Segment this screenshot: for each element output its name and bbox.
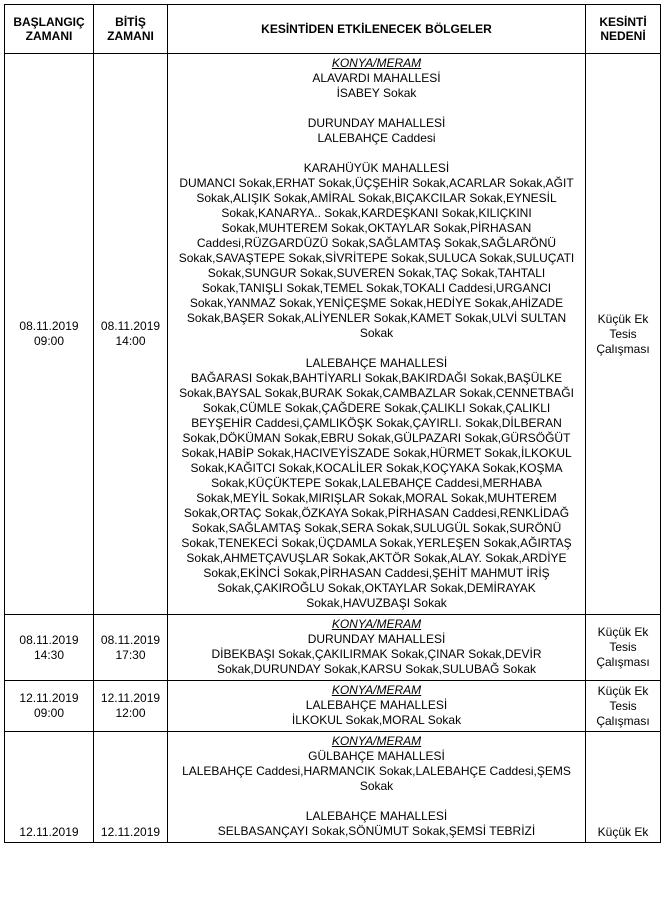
region-line: LALEBAHÇE MAHALLESİ [305, 356, 448, 370]
start-time-cell-line: 14:30 [33, 647, 65, 662]
region-line: KARAHÜYÜK MAHALLESİ [303, 161, 450, 175]
start-time-cell-line: 08.11.2019 [19, 319, 79, 333]
region-line: BAĞARASI Sokak,BAHTİYARLI Sokak,BAKIRDAĞI Sokak,BAŞÜLKE [190, 371, 563, 385]
affected-regions-cell [168, 54, 586, 615]
outage-reason-cell-line: Çalışması [596, 713, 650, 728]
outage-reason-cell-line: Tesis [609, 326, 637, 341]
region-line: İLKOKUL Sokak,MORAL Sokak [291, 713, 462, 727]
start-time-cell [5, 615, 94, 681]
region-line: Sokak,KANARYA.. Sokak,KARDEŞKANI Sokak,KILIÇKINI [221, 206, 532, 220]
outage-reason-cell [586, 681, 661, 732]
header-reason-line1: KESİNTİ [599, 15, 647, 29]
end-time-cell [94, 732, 168, 843]
region-line: Caddesi,RÜZGARDÜZÜ Sokak,SAĞLAMTAŞ Sokak,SAĞLARÖNÜ [196, 236, 557, 250]
outage-reason-cell-line: Çalışması [596, 655, 650, 669]
region-line: Sokak [359, 779, 394, 793]
region-line: LALEBAHÇE Caddesi [317, 131, 436, 145]
outage-reason-cell-line: Küçük Ek [597, 625, 649, 639]
region-line: Sokak,EKİNCİ Sokak,PİRHASAN Caddesi,ŞEHİT MAHMUT İRİŞ [203, 566, 550, 580]
outage-reason-cell-line: Çalışması [596, 341, 650, 356]
table-row [5, 54, 661, 615]
header-reason-line2: NEDENİ [600, 29, 646, 43]
blank-line [174, 146, 579, 161]
start-time-cell-line: 09:00 [33, 706, 65, 720]
outage-reason-cell-line: Küçük Ek [597, 311, 649, 326]
header-end-line2: ZAMANI [107, 29, 154, 43]
region-line: Sokak [359, 326, 394, 340]
region-line: ALAVARDI MAHALLESİ [312, 71, 441, 85]
header-start-time [5, 5, 94, 54]
outage-reason-cell-line: Küçük Ek [597, 683, 649, 698]
region-line: Sokak,KAĞITCI Sokak,KOCALİLER Sokak,KOÇYAKA Sokak,KOŞMA [190, 461, 563, 475]
region-line: DİBEKBAŞI Sokak,ÇAKILIRMAK Sokak,ÇINAR Sokak,DEVİR [211, 647, 542, 661]
region-line: SELBASANÇAYI Sokak,SÖNÜMUT Sokak,ŞEMSİ TEBRİZİ [217, 824, 536, 838]
region-line: Sokak,DURUNDAY Sokak,KARSU Sokak,SULUBAĞ Sokak [216, 662, 536, 676]
start-time-cell-line: 08.11.2019 [19, 632, 79, 647]
region-line: Sokak,HABİP Sokak,HACIVEYİSZADE Sokak,HÜRMET Sokak,İLKOKUL [181, 446, 572, 460]
region-line: Sokak,MEYİL Sokak,MIRIŞLAR Sokak,MORAL Sokak,MUHTEREM [196, 491, 557, 505]
start-time-cell [5, 54, 94, 615]
region-line: İSABEY Sokak [336, 86, 417, 100]
province-district: KONYA/MERAM [331, 617, 422, 631]
end-time-cell-line: 12.11.2019 [100, 691, 161, 705]
end-time-cell-line: 08.11.2019 [100, 632, 161, 647]
outage-reason-cell [586, 54, 661, 615]
region-line: Sokak,SAĞLAMTAŞ Sokak,SERA Sokak,SULUGÜL Sokak,SURÖNÜ [191, 521, 562, 535]
region-line: Sokak,KÜÇÜKTEPE Sokak,LALEBAHÇE Caddesi,MERHABA [211, 476, 542, 490]
region-line: Sokak,SUNGUR Sokak,SUVEREN Sokak,TAÇ Sokak,TAHTALI [207, 266, 546, 280]
region-line: Sokak,ORTAÇ Sokak,ÖZKAYA Sokak,PİRHASAN Caddesi,RENKLİDAĞ [183, 506, 570, 520]
header-row [5, 5, 661, 54]
outage-reason-cell-line: Küçük Ek [597, 825, 649, 839]
region-line: Sokak,TANIŞLI Sokak,TEMEL Sokak,TOKALI Caddesi,URGANCI [201, 281, 552, 295]
region-line: Sokak,SAVAŞTEPE Sokak,SİVRİTEPE Sokak,SULUCA Sokak,SULUÇATI [178, 251, 575, 265]
outage-reason-cell [586, 615, 661, 681]
province-district: KONYA/MERAM [331, 734, 422, 748]
header-end-time [94, 5, 168, 54]
end-time-cell [94, 681, 168, 732]
end-time-cell-line: 14:00 [115, 334, 146, 348]
blank-line [174, 341, 579, 356]
region-line: BEYŞEHİR Caddesi,ÇAMLIKÖŞK Sokak,ÇAYIRLI. Sokak,DİLBERAN [191, 416, 562, 430]
header-regions-label: KESİNTİDEN ETKİLENECEK BÖLGELER [261, 22, 492, 36]
header-affected-regions [168, 5, 586, 54]
region-line: Sokak,AHMETÇAVUŞLAR Sokak,AKTÖR Sokak,ALAY. Sokak,ARDİYE [186, 551, 567, 565]
region-line: LALEBAHÇE MAHALLESİ [305, 698, 448, 712]
province-district: KONYA/MERAM [331, 56, 422, 70]
region-line: Sokak,ALIŞIK Sokak,AMİRAL Sokak,BIÇAKCILAR Sokak,EYNESİL [196, 191, 557, 205]
region-line: Sokak,DÖKÜMAN Sokak,EBRU Sokak,GÜLPAZARI Sokak,GÜRSÖĞÜT [182, 431, 571, 445]
region-line: Sokak,TENEKECİ Sokak,ÜÇDAMLA Sokak,YERLEŞEN Sokak,AĞIRTAŞ [181, 536, 572, 550]
end-time-cell-line: 12:00 [115, 706, 146, 720]
affected-regions-cell [168, 732, 586, 843]
region-line: GÜLBAHÇE MAHALLESİ [308, 749, 445, 763]
region-line: Sokak,MUHTEREM Sokak,OKTAYLAR Sokak,PİRHASAN [221, 221, 532, 235]
region-line: Sokak,CÜMLE Sokak,ÇAĞDERE Sokak,ÇALIKLI Sokak,ÇALIKLI [202, 401, 551, 415]
end-time-cell-line: 12.11.2019 [100, 825, 161, 839]
blank-line [174, 101, 579, 116]
start-time-cell-line: 09:00 [33, 334, 65, 348]
affected-regions-cell [168, 615, 586, 681]
end-time-cell [94, 615, 168, 681]
header-start-line1: BAŞLANGIÇ [13, 15, 85, 29]
outage-reason-cell-line: Tesis [609, 640, 637, 654]
end-time-cell [94, 54, 168, 615]
region-line: Sokak,BAŞER Sokak,ALİYENLER Sokak,KAMET Sokak,ULVİ SULTAN [186, 311, 567, 325]
header-start-line2: ZAMANI [25, 29, 73, 43]
affected-regions-cell [168, 681, 586, 732]
end-time-cell-line: 08.11.2019 [100, 319, 161, 333]
start-time-cell-line: 12.11.2019 [19, 825, 79, 839]
outage-table-page [4, 4, 661, 843]
outage-table [4, 4, 661, 843]
region-line: Sokak,YANMAZ Sokak,YENİÇEŞME Sokak,HEDİYE Sokak,AHİZADE [189, 296, 564, 310]
outage-reason-cell-line: Tesis [609, 698, 637, 713]
region-line: DUMANCI Sokak,ERHAT Sokak,ÜÇŞEHİR Sokak,ACARLAR Sokak,AĞIT [179, 176, 574, 190]
table-row [5, 732, 661, 843]
header-end-line1: BİTİŞ [115, 15, 146, 29]
outage-reason-cell [586, 732, 661, 843]
region-line: LALEBAHÇE Caddesi,HARMANCIK Sokak,LALEBAHÇE Caddesi,ŞEMS [182, 764, 571, 778]
region-line: DURUNDAY MAHALLESİ [307, 632, 446, 646]
table-row [5, 681, 661, 732]
region-line: Sokak,HAVUZBAŞI Sokak [306, 596, 447, 610]
start-time-cell [5, 732, 94, 843]
start-time-cell-line: 12.11.2019 [19, 691, 79, 705]
start-time-cell [5, 681, 94, 732]
region-line: Sokak,ÇAKIROĞLU Sokak,OKTAYLAR Sokak,DEMİRAYAK [217, 581, 536, 595]
end-time-cell-line: 17:30 [115, 647, 146, 662]
table-row [5, 615, 661, 681]
header-outage-reason [586, 5, 661, 54]
blank-line [174, 794, 579, 809]
province-district: KONYA/MERAM [331, 683, 422, 697]
region-line: Sokak,BAYSAL Sokak,BURAK Sokak,CAMBAZLAR Sokak,CENNETBAĞI [179, 386, 574, 400]
region-line: DURUNDAY MAHALLESİ [307, 116, 446, 130]
region-line: LALEBAHÇE MAHALLESİ [305, 809, 448, 823]
